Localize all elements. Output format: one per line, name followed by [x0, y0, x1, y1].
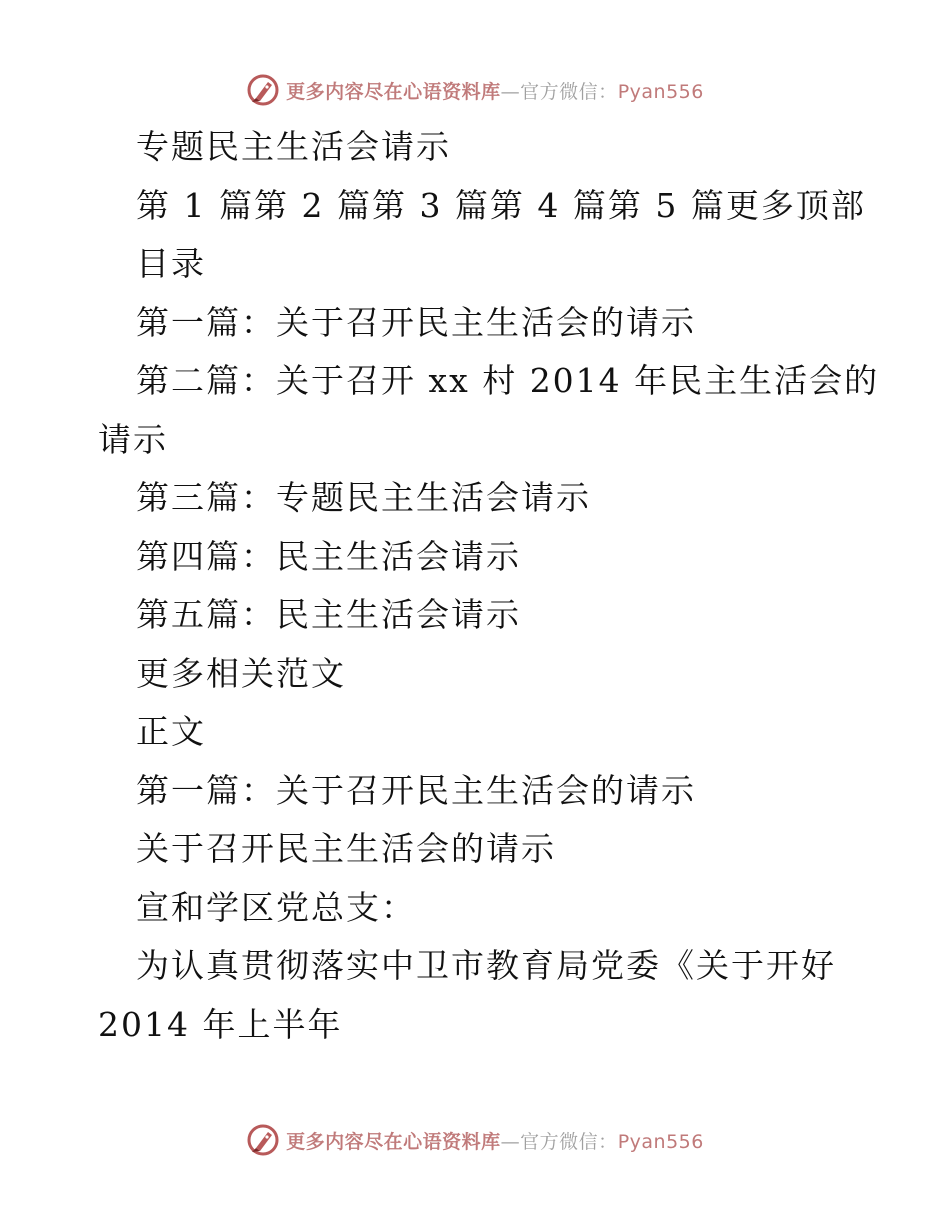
watermark-text: [286, 77, 704, 104]
toc-item-5[interactable]: 第五篇：民主生活会请示: [136, 595, 521, 634]
pen-nib-circle-icon: [246, 1123, 280, 1157]
toc-item-1[interactable]: 第一篇：关于召开民主生活会的请示: [136, 302, 696, 342]
toc-item-3[interactable]: 第三篇：专题民主生活会请示: [136, 478, 591, 517]
toc-item-2[interactable]: 第二篇：关于召开 xx 村 2014 年民主生活会的: [136, 361, 880, 400]
toc-item-2-continued[interactable]: 请示: [98, 419, 168, 459]
paragraph-line: 2014 年上半年: [98, 1004, 343, 1044]
chapter-nav-line[interactable]: 第 1 篇第 2 篇第 3 篇第 4 篇第 5 篇更多顶部: [136, 185, 866, 225]
watermark-dash: —: [500, 80, 521, 103]
footer-watermark-banner: [0, 1120, 950, 1160]
watermark-wechat-label: 官方微信：: [520, 80, 618, 103]
toc-more-link[interactable]: 更多相关范文: [136, 653, 346, 693]
document-body: [98, 118, 878, 1054]
header-watermark-banner: [0, 70, 950, 110]
watermark-site: 更多内容尽在心语资料库: [286, 80, 501, 103]
letter-title: 关于召开民主生活会的请示: [136, 829, 556, 868]
watermark-account: Pyan556: [617, 1130, 704, 1153]
doc-title: 专题民主生活会请示: [136, 127, 451, 166]
paragraph-line: 为认真贯彻落实中卫市教育局党委《关于开好: [136, 946, 836, 985]
letter-recipient: 宣和学区党总支：: [136, 887, 416, 927]
toc-item-4[interactable]: 第四篇：民主生活会请示: [136, 536, 521, 576]
section-title: 第一篇：关于召开民主生活会的请示: [136, 770, 696, 810]
watermark-text: [286, 1127, 704, 1154]
pen-nib-circle-icon: [246, 73, 280, 107]
watermark-account: Pyan556: [617, 80, 704, 103]
watermark-site: 更多内容尽在心语资料库: [286, 1130, 501, 1153]
watermark-wechat-label: 官方微信：: [520, 1130, 618, 1153]
watermark-dash: —: [500, 1130, 521, 1153]
body-heading: 正文: [136, 712, 206, 751]
toc-heading: 目录: [136, 244, 206, 283]
